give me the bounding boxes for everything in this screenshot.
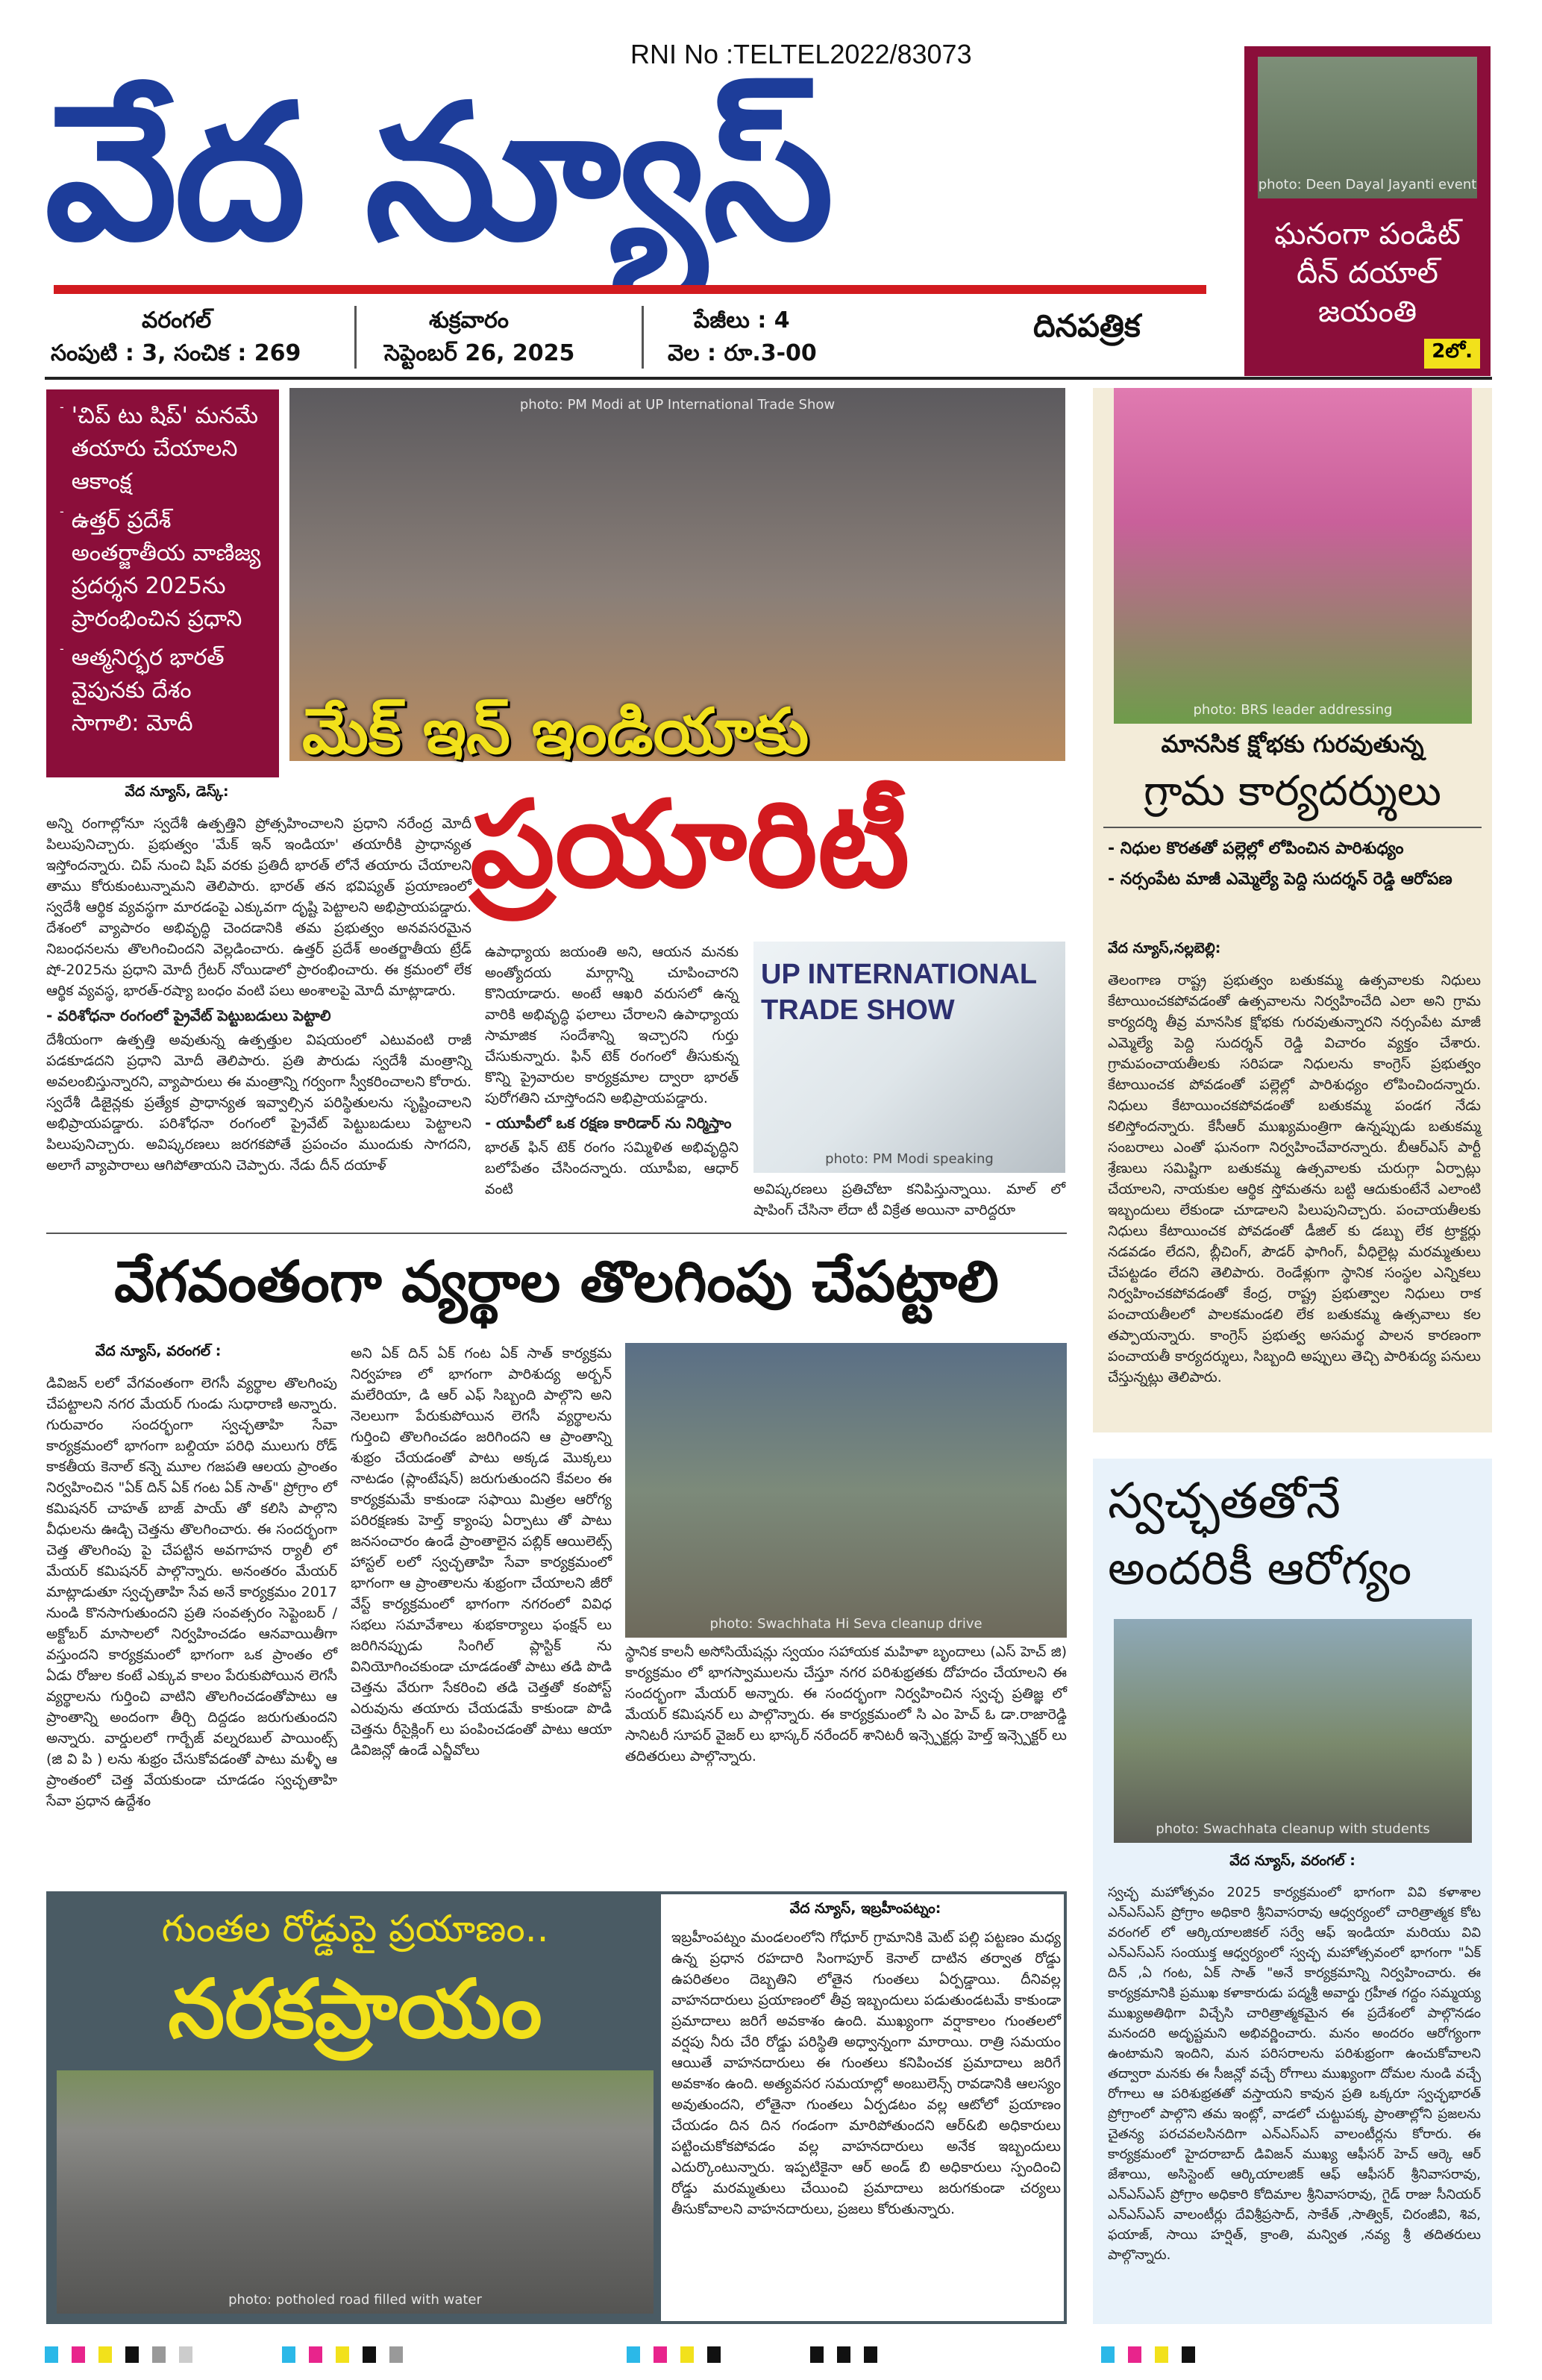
edition-pages: పేజీలు : 4: [694, 307, 790, 333]
rni-number: RNI No :TELTEL2022/83073: [630, 39, 972, 69]
story3-banner: [49, 1894, 661, 2321]
story2-col3: స్థానిక కాలనీ అసోసియేషన్లు స్వయం సహాయక మహిళా బృందాలు (ఎస్ హెచ్ జి) కార్యక్రమం లో భాగస్వాములను చేస్తూ నగర పరిశుభ్రతకు దోహదం చేయాలని ఈ సందర్భంగా మేయర్ అన్నారు. ఈ సందర్భంగా నిర్వహించిన స్వచ్ఛ ప్రతిజ్ఞ లో మేయర్ కమిషనర్ లు పాల్గొన్నారు. ఈ కార్యక్రమంలో సి ఎం హెచ్ ఓ డా.రాజారెడ్డి సానిటరీ సూపర్ వైజర్ లు భాస్కర్ నరేందర్ శానిటరీ ఇన్స్పెక్టర్లు హెల్త్ ఇన్స్పెక్టర్ లు తదితరులు పాల్గొన్నారు.: [625, 1644, 1067, 1764]
masthead-divider: [642, 306, 644, 369]
story3-kicker: గుంతల రోడ్డుపై ప్రయాణం..: [161, 1907, 549, 1950]
promo-photo: photo: Deen Dayal Jayanti event: [1258, 57, 1477, 198]
right2-headline-1: స్వచ్ఛతతోనే: [1108, 1472, 1341, 1529]
promo-page-ref: 2లో.: [1424, 339, 1480, 369]
right1-point: - నిధుల కొరతతో పల్లెల్లో లోపించిన పారిశుధ్యం: [1108, 839, 1404, 858]
right1-byline: వేద న్యూస్,నల్లబెల్లి:: [1108, 940, 1221, 956]
masthead-divider: [354, 306, 357, 369]
story2-col2: అని ఏక్ దిన్ ఏక్ గంట ఏక్ సాత్ కార్యక్రమ నిర్వహణ లో భాగంగా పారిశుద్య అర్బన్ మలేరియా, డి ఆర్ ఎఫ్ సిబ్బంది పాల్గొని అని నెలలుగా పేరుకుపోయిన లెగసీ వ్యర్థాలను గుర్తించి తొలగించడం జరిగిందని ఆ ప్రాంతాన్ని శుభ్రం చేయడంతో పాటు అక్కడ మొక్కలు నాటడం (ప్లాంటేషన్) జరుగుతుందని కేవలం ఈ కార్యక్రమమే కాకుండా సఫాయి మిత్రల ఆరోగ్య పరిరక్షణకు హెల్త్ క్యాంపు ఏర్పాటు తో పాటు జనసంచారం ఉండే ప్రాంతాలైన పబ్లిక్ ఆయిలెట్స్ హాస్టల్ లలో స్వచ్ఛతాహి సేవా కార్యక్రమంలో భాగంగా ఆ ప్రాంతాలను శుభ్రంగా చేయాలని జీరో వేస్ట్ కార్యక్రమంలో భాగంగా నగరంలో వివిధ సభలు సమావేశాలు శుభకార్యాలు ఫంక్షన్ లు జరిగినప్పుడు సింగిల్ ప్లాస్టిక్ ను వినియోగించకుండా చూడడంతో పాటు తడి పొడి చెత్తను వేరుగా సేకరించి తడి చెత్తతో కంపోస్ట్ ఎరువును తయారు చేయడమే కాకుండా పొడి చెత్తను రీసైక్లింగ్ లు పంపించడంతో పాటు ఆయా డివిజన్లో ఉండే ఎన్జీవోలు: [351, 1345, 612, 1759]
right1-headline-2: గ్రామ కార్యదర్శులు: [1143, 767, 1442, 815]
right2-byline: వేద న్యూస్, వరంగల్ :: [1229, 1853, 1355, 1869]
story3-photo: photo: potholed road filled with water: [57, 2070, 654, 2314]
masthead-tagline: దినపత్రిక: [1033, 307, 1141, 344]
right2-box: [1093, 1459, 1492, 2324]
lead-headline-2: ప్రయారిటీ: [470, 774, 910, 914]
lead-photo-2: UP INTERNATIONAL TRADE SHOW photo: PM Modi speaking: [753, 942, 1065, 1173]
masthead-bottom-rule: [45, 377, 1492, 380]
story3-headline: నరకప్రాయం: [168, 1963, 542, 2056]
lead-col3: అవిష్కరణలు ప్రతిచోటా కనిపిస్తున్నాయి. మాల్ లో షాపింగ్ చేసినా లేదా టీ విక్రేత అయినా వారిద్దరూ: [753, 1181, 1065, 1218]
story3-body: ఇబ్రహీంపట్నం మండలంలోని గోధూర్ గ్రామానికి మెట్ పల్లి పట్టణం మధ్య ఉన్న ప్రధాన రహదారి సింగాపూర్ కెనాల్ దాటిన తర్వాత రోడ్డు ఉపరితలం దెబ్బతిని లోతైన గుంతలు ఏర్పడ్డాయి. దీనివల్ల వాహనదారులు ప్రయాణంలో తీవ్ర ఇబ్బందులు పడుతుండటమే కాకుండా ప్రమాదాలు జరిగే అవకాశం ఉంది. ముఖ్యంగా వర్షాకాలం గుంతలలో వర్షపు నీరు చేరి రోడ్డు పరిస్థితి అధ్వాన్నంగా మారాయి. రాత్రి సమయం ఆయితే వాహనదారులు ఈ గుంతలు కనిపించక ప్రమాదాలు జరిగే అవకాశం ఉంది. అత్యవసర సమయాల్లో అంబులెన్స్ రావడానికి ఆలస్యం అవుతుందని, లోతైనా గుంతలు ఏర్పడటం వల్ల ఆటోలో ప్రయాణం చేయడం దిన దిన గండంగా మారిపోతుందని ఆర్&బి అధికారులు పట్టించుకోకపోవడం వల్ల వాహనదారులు అనేక ఇబ్బందులు ఎదుర్కొంటున్నారు. ఇప్పటికైనా ఆర్ అండ్ బి అధికారులు స్పందించి రోడ్డు మరమ్మతులు చేయించి ప్రమాదాలు జరుగకుండా చర్యలు తీసుకోవాలని వాహనదారులు, ప్రజలు కోరుతున్నారు.: [671, 1929, 1061, 2217]
lead-byline: వేద న్యూస్, డెస్క్:: [125, 783, 229, 800]
promo-box[interactable]: [1244, 46, 1491, 376]
story2-col1: డివిజన్ లలో వేగవంతంగా లెగసీ వ్యర్థాల తొలగింపు చేపట్టాలని నగర మేయర్ గుండు సుధారాణి అన్నారు. గురువారం సందర్భంగా స్వచ్ఛతాహి సేవా కార్యక్రమంలో భాగంగా బల్దియా పరిధి ములుగు రోడ్ కాకతీయ కెనాల్ కన్నె మూల గజపతి ఆలయ ప్రాంతం నిర్వహించిన "ఏక్ దిన్ ఏక్ గంట ఏక్ సాత్" ప్రోగ్రాం లో కమిషనర్ చాహత్ బాజ్ పాయ్ తో కలిసి పాల్గొని వీధులను ఊడ్చి చెత్తను తొలగించారు. ఈ సందర్భంగా చెత్త తొలగింపు పై చేపట్టిన అవగాహన ర్యాలీ లో మేయర్ కమిషనర్ పాల్గొన్నారు. అనంతరం మేయర్ మాట్లాడుతూ స్వచ్ఛతాహి సేవ అనే కార్యక్రమం 2017 నుండి కొనసాగుతుందని ప్రతి సంవత్సరం సెప్టెంబర్ /అక్టోబర్ మాసాలలో నిర్వహించడం ఆనవాయితీగా వస్తుందని కార్యక్రమంలో భాగంగా ఒక ప్రాంతం లో ఏడు రోజుల కంటే ఎక్కువ కాలం పేరుకుపోయిన లెగసీ వ్యర్థాలను గుర్తించి వాటిని తొలగించడంతోపాటు ఆ ప్రాంతాన్ని అందంగా తీర్చి దిద్దడం జరుగుతుందని అన్నారు. వార్డులలో గార్బేజ్ వల్నరబుల్ పాయింట్స్ (జి వి పి ) లను శుభ్రం చేసుకోవడంతో పాటు మళ్ళీ ఆ ప్రాంతంలో చెత్త వేయకుండా చూడడం స్వచ్ఛతాహి సేవా ప్రధాన ఉద్దేశం: [46, 1375, 337, 1809]
edition-price: వెల : రూ.3-00: [668, 340, 817, 366]
lead-highlights-box: - 'చిప్ టు షిప్' మనమే తయారు చేయాలని ఆకాంక్ష - ఉత్తర్ ప్రదేశ్ అంతర్జాతీయ వాణిజ్య ప్రదర్శన 2025ను ప్రారంభించిన ప్రధాని - ఆత్మనిర్భర భారత్ వైపునకు దేశం సాగాలి: మోదీ: [46, 389, 279, 777]
right1-photo: photo: BRS leader addressing: [1114, 388, 1472, 724]
story2-headline: వేగవంతంగా వ్యర్థాల తొలగింపు చేపట్టాలి: [114, 1248, 999, 1315]
story2-photo: photo: Swachhata Hi Seva cleanup drive: [625, 1343, 1067, 1638]
promo-text: ఘనంగా పండిట్ దీన్ దయాల్ జయంతి: [1274, 217, 1461, 329]
edition-date: సెప్టెంబర్ 26, 2025: [384, 340, 575, 366]
story2-byline: వేద న్యూస్, వరంగల్ :: [95, 1343, 222, 1359]
right2-body: స్వచ్ఛ మహోత్సవం 2025 కార్యక్రమంలో భాగంగా వివి కళాశాల ఎన్ఎస్ఎస్ ప్రోగ్రాం అధికారి శ్రీనివాసరావు ఆధ్వర్యంలో చారిత్రాత్మక కోట వరంగల్ లో ఆర్కియాలజికల్ సర్వే ఆఫ్ ఇండియా మరియు వివి ఎన్ఎస్ఎస్ సంయుక్త ఆధ్వర్యంలో స్వచ్ఛ మహోత్సవంలో భాగంగా "ఏక్ దిన్ ,ఏ గంట, ఏక్ సాత్ "అనే కార్యక్రమాన్ని నిర్వహించారు. ఈ కార్యక్రమానికి ప్రముఖ కళాకారుడు పద్మశ్రీ అవార్డు గ్రహీత గద్దం సమ్మయ్య ముఖ్యఅతిథిగా విచ్చేసి చారిత్రాత్మకమైన ఈ ప్రదేశంలో పాల్గొనడం మనందరి అదృష్టమని అభివర్ణించారు. మనం అందరం ఆరోగ్యంగా ఉంటామని ఇందిని, మన పరిసరాలను పరిశుభ్రంగా ఉంచుకోవాలని తద్వారా మనకు ఈ సీజన్లో వచ్చే రోగాలు ముఖ్యంగా దోమల నుండి వచ్చే రోగాలు ఆ పరిశుభ్రతతో వస్తాయని కావున ప్రతి ఒక్కరూ స్వచ్ఛభారత్ ప్రోగ్రాంలో పాల్గొని తమ ఇంట్లో, వాడలో చుట్టుపక్క ప్రాంతాల్లోని ప్రజలను చైతన్య పరచవలసినదిగా ఎన్ఎస్ఎస్ వాలంటీర్లను కోరారు. ఈ కార్యక్రమంలో హైదరాబాద్ డివిజన్ ముఖ్య ఆఫీసర్ హెచ్ ఆర్కె ఆర్ జేశాయి, అసిస్టెంట్ ఆర్కియాలజిక్ ఆఫ్ ఆఫీసర్ శ్రీనివాసరావు, ఎన్ఎస్ఎస్ ప్రోగ్రాం అధికారి కోదిమాల శ్రీనివాసరావు, గైడ్ రాజు సీనియర్ ఎన్ఎస్ఎస్ వాలంటీర్లు దేవిశ్రీప్రసాద్, సాకేత్ ,సాత్విక్, చిరంజీవి, శివ, ఫయాజ్, సాయి హర్షిత్, క్రాంతి, మన్విత ,నవ్య శ్రీ తదితరులు పాల్గొన్నారు.: [1108, 1885, 1481, 2263]
trade-show-logo: UP INTERNATIONAL TRADE SHOW: [761, 959, 1037, 1026]
right1-body: తెలంగాణ రాష్ట్ర ప్రభుత్వం బతుకమ్మ ఉత్సవాలకు నిధులు కేటాయించకపోవడంతో ఉత్సవాలను నిర్వహించేది ఎలా అని గ్రామ కార్యదర్శి తీవ్ర మానసిక క్షోభకు గురవుతున్నారని నర్సంపేట మాజీ ఎమ్మెల్యే పెద్ది సుదర్శన్ రెడ్డి విచారం వ్యక్తం చేశారు. గ్రామపంచాయతీలకు సరిపడా నిధులను కాంగ్రెస్ ప్రభుత్వం కేటాయించక పోవడంతో పల్లెల్లో పారిశుధ్యం లోపించిందన్నారు. నిధులు కేటాయించకపోవడంతో బతుకమ్మ పండగ నేడు కలిస్తోందన్నారు. కేసీఆర్ ముఖ్యమంత్రిగా ఉన్నప్పుడు బతుకమ్మ సంబరాలు ఎంతో ఘనంగా నిర్వహించేవారన్నారు. బీఆర్ఎస్ పార్టీ శ్రేణులు సమిష్టిగా బతుకమ్మ ఉత్సవాలకు చురుగ్గా ఏర్పాట్లు చేయాలని, నాయకుల ఆర్థిక స్తోమతను బట్టి ఆదుకుంటేనే ఎలాంటి ఇబ్బందులు లేకుండా చూడాలని పిలుపునిచ్చారు. పంచాయతీలకు నిధులు కేటాయించక పోవడంతో డీజిల్ కు డబ్బు లేక ట్రాక్టర్లు నడవడం లేదని, బ్లీచింగ్, పౌడర్ ఫాగింగ్, వీధిలైట్ల మరమ్మతులు చేపట్టడం లేదని తెలిపారు. రెండేళ్లుగా స్థానిక సంస్థల ఎన్నికలు నిర్వహించకపోవడంతో కేంద్ర, రాష్ట్ర ప్రభుత్వాల నిధులు రాక పంచాయతీలలో పాలకమండలి లేక బతుకమ్మ ఉత్సవాలు కల తప్పాయన్నారు. కాంగ్రెస్ ప్రభుత్వ అసమర్థ పాలన కారణంగా పంచాయతీ కార్యదర్శులు, సిబ్బంది అప్పులు తెచ్చి పారిశుద్య పనులు చేస్తున్నట్లు తెలిపారు.: [1108, 972, 1481, 1385]
edition-day: శుక్రవారం: [429, 307, 509, 333]
right2-headline-2: అందరికీ ఆరోగ్యం: [1108, 1541, 1412, 1595]
registration-bar: [45, 2346, 1492, 2363]
highlight-item: ఉత్తర్ ప్రదేశ్ అంతర్జాతీయ వాణిజ్య ప్రదర్శన 2025ను ప్రారంభించిన ప్రధాని: [71, 507, 261, 632]
lead-photo: photo: PM Modi at UP International Trade Show: [289, 388, 1065, 761]
highlight-item: 'చిప్ టు షిప్' మనమే తయారు చేయాలని ఆకాంక్ష: [71, 403, 258, 495]
lead-headline-1: మేక్ ఇన్ ఇండియాకు: [302, 695, 809, 768]
highlight-item: ఆత్మనిర్భర భారత్ వైపునకు దేశం సాగాలి: మోదీ: [71, 645, 225, 736]
right1-headline-1: మానసిక క్షోభకు గురవుతున్న: [1161, 730, 1424, 758]
story3-byline: వేద న్యూస్, ఇబ్రహీంపట్నం:: [789, 1900, 941, 1917]
right1-box: [1093, 388, 1492, 1432]
masthead-title: వేద న్యూస్: [45, 64, 831, 281]
edition-place: వరంగల్: [142, 307, 212, 333]
lead-col2: ఉపాధ్యాయ జయంతి అని, ఆయన మనకు అంత్యోదయ మార్గాన్ని చూపించారని కొనియాడారు. అంటే ఆఖరి వరుసలో ఉన్న వారికి అభివృద్ధి ఫలాలు చేరాలని ఉపాధ్యాయ సామాజిక సందేశాన్ని ఇచ్చారని గుర్తు చేసుకున్నారు. ఫిన్ టెక్ రంగంలో తీసుకున్న కొన్ని ప్రైవారుల కార్యక్రమాల ద్వారా భారత్ పురోగతిని చూస్తోందని అభిప్రాయపడ్డారు. - యూపీలో ఒక రక్షణ కారిడార్ ను నిర్మిస్తాం భారత్ ఫిన్ టెక్ రంగం సమ్మిళిత అభివృద్ధిని బలోపేతం చేసిందన్నారు. యూపీఐ, ఆధార్ వంటి: [485, 944, 739, 1197]
story3-box: [46, 1891, 1067, 2324]
lead-col1: అన్ని రంగాల్లోనూ స్వదేశీ ఉత్పత్తిని ప్రోత్సహించాలని ప్రధాని నరేంద్ర మోదీ పిలుపునిచ్చారు. ప్రభుత్వం 'మేక్ ఇన్ ఇండియా' తయారీకి ప్రాధాన్యత ఇస్తోందన్నారు. చిప్ నుంచి షిప్ వరకు ప్రతిదీ భారత్ లోనే తయారు చేయాలని తాము కోరుకుంటున్నామని తెలిపారు. భారత్ తన భవిష్యత్ ప్రయాణంలో స్వదేశీ ఆర్థిక వ్యవస్థగా మారడంపై ఎక్కువగా దృష్టి పెట్టాలని అభిప్రాయపడ్డారు. దేశంలో వ్యాపారం అభివృద్ధి చెందడానికి తమ ప్రభుత్వం అనవసరమైన నిబంధనలను తొలగించిందని వెల్లడించారు. ఉత్తర్ ప్రదేశ్ అంతర్జాతీయ ట్రేడ్ షో-2025ను ప్రధాని మోదీ గ్రేటర్ నోయిడాలో ప్రారంభించారు. ఈ క్రమంలో లేక ఆర్థిక వ్యవస్థ, భారత్-రష్యా బంధం వంటి పలు అంశాలపై మోదీ మాట్లాడారు. - వరిశోధనా రంగంలో ప్రైవేట్ పెట్టుబడులు పెట్టాలి దేశీయంగా ఉత్పత్తి అవుతున్న ఉత్పత్తుల విషయంలో ఎటువంటి రాజీ పడకూడదని ప్రధాని మోదీ తెలిపారు. ప్రతి పౌరుడు స్వదేశీ మంత్రాన్ని అవలంబిస్తున్నారని, వ్యాపారులు ఈ మంత్రాన్ని గర్వంగా స్వీకరించాలని కోరారు. స్వదేశీ డిజైన్లకు ప్రత్యేక ప్రాధాన్యత ఇవ్వాల్సిన పరిస్థితులను సృష్టించాలని అభిప్రాయపడ్డారు. పరిశోధనా రంగంలో ప్రైవేట్ పెట్టుబడులు పెట్టాలని పిలుపునిచ్చారు. అవిష్కరణలు జరగకపోతే ప్రపంచం ముందుకు సాగదని, అలాగే వ్యాపారాలు ఆగిపోతాయని చెప్పారు. నేడు దీన్ దయాళ్: [46, 815, 471, 1174]
edition-volume: సంపుటి : 3, సంచిక : 269: [51, 340, 301, 366]
right2-photo: photo: Swachhata cleanup with students: [1114, 1619, 1472, 1843]
right1-point: - నర్సంపేట మాజీ ఎమ్మెల్యే పెద్ది సుదర్శన్ రెడ్డి ఆరోపణ: [1108, 870, 1452, 889]
masthead-red-rule: [54, 285, 1206, 294]
